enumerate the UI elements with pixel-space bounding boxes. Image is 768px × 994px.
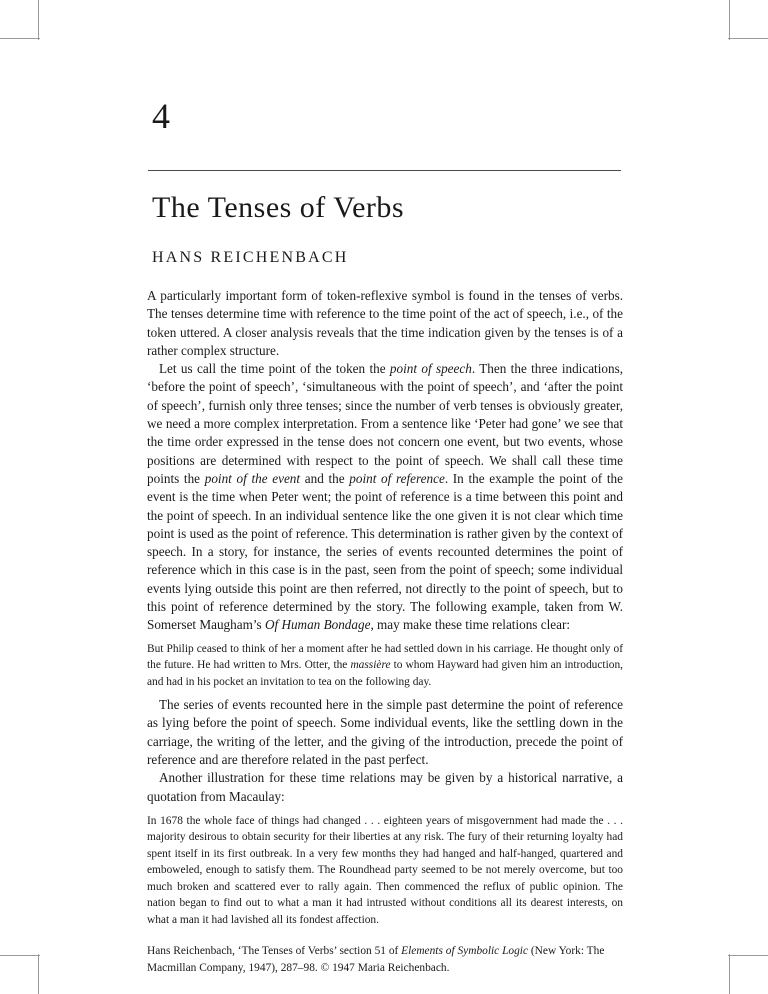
crop-mark: [728, 955, 768, 956]
body-paragraph-3: The series of events recounted here in the simple past determine the point of reference as lying before the point of speech. Some individual events, like the settling down in the carriage, the writing of the letter, and the giving of the introduction, precede the point of reference and are therefore related in the past perfect.: [147, 697, 623, 768]
book-title: Of Human Bondage: [264, 617, 371, 633]
source-book-title: Elements of Symbolic Logic: [401, 945, 529, 958]
author-name: HANS REICHENBACH: [152, 249, 349, 266]
crop-mark: [0, 955, 40, 956]
chapter-body: [147, 287, 623, 976]
crop-mark: [729, 0, 730, 40]
chapter-number: 4: [152, 96, 171, 136]
term-massiere: massière: [350, 659, 391, 672]
crop-mark: [38, 0, 39, 40]
block-quote-macaulay: In 1678 the whole face of things had changed . . . eighteen years of misgovernment had made the . . . majority desirous to obtain security for their liberties at any risk. The fury of their returning loyalty had spent itself in its first outbreak. In a very few months they had hanged and half-hanged, quartered and emboweled, enough to satisfy them. The Roundhead party seemed to be not merely overcome, but too much broken and scattered ever to rally again. Then commenced the reflux of public opinion. The nation began to find out to what a man it had intrusted without conditions all its dearest interests, on what a man it had lavished all its fondest affection.: [147, 814, 623, 926]
crop-mark: [0, 38, 40, 39]
body-paragraph-2: Let us call the time point of the token the point of speech. Then the three indications, ‘before the point of speech’, ‘simultaneous with the point of speech’, and ‘after the point of speech’, furnish only three tenses; since the number of verb tenses is obviously greater, we need a more complex interpretation. From a sentence like ‘Peter had gone’ we see that the time order expressed in the tense does not concern one event, but two events, whose positions are determined with respect to the point of speech. We shall call these time points the point of the event and the point of reference. In the example the point of the event is the time when Peter went; the point of reference is a time between this point and the point of speech. In an individual sentence like the one given it is not clear which time point is used as the point of reference. This determination is rather given by the context of speech. In a story, for instance, the series of events recounted determines the point of reference which in this case is in the past, seen from the point of speech; some individual events lying outside this point are then referred, not directly to the point of speech, but to this point of reference determined by the story. The following example, taken from W. Somerset Maugham’s Of Human Bondage, may make these time relations clear:: [147, 361, 623, 633]
term-point-of-speech: point of speech: [389, 361, 472, 377]
block-quote-maugham: But Philip ceased to think of her a moment after he had settled down in his carriage. He thought only of the future. He had written to Mrs. Otter, the massière to whom Hayward had given him an introduction, and had in his pocket an invitation to tea on the following day.: [147, 642, 624, 688]
source-note: Hans Reichenbach, ‘The Tenses of Verbs’ section 51 of Elements of Symbolic Logic (New York: The Macmillan Company, 1947), 287–98. © 1947 Maria Reichenbach.: [147, 945, 605, 974]
body-paragraph-4: Another illustration for these time relations may be given by a historical narrative, a quotation from Macaulay:: [147, 770, 623, 804]
crop-mark: [729, 954, 730, 994]
term-point-of-event: point of the event: [204, 470, 301, 486]
crop-mark: [38, 954, 39, 994]
chapter-rule: [148, 170, 621, 171]
body-paragraph-1: A particularly important form of token-reflexive symbol is found in the tenses of verbs. The tenses determine time with reference to the time point of the act of speech, i.e., of the token uttered. A closer analysis reveals that the time indication given by the tenses is of a rather complex structure.: [147, 288, 623, 358]
chapter-title: The Tenses of Verbs: [152, 191, 405, 224]
crop-mark: [728, 38, 768, 39]
term-point-of-reference: point of reference: [349, 470, 445, 486]
